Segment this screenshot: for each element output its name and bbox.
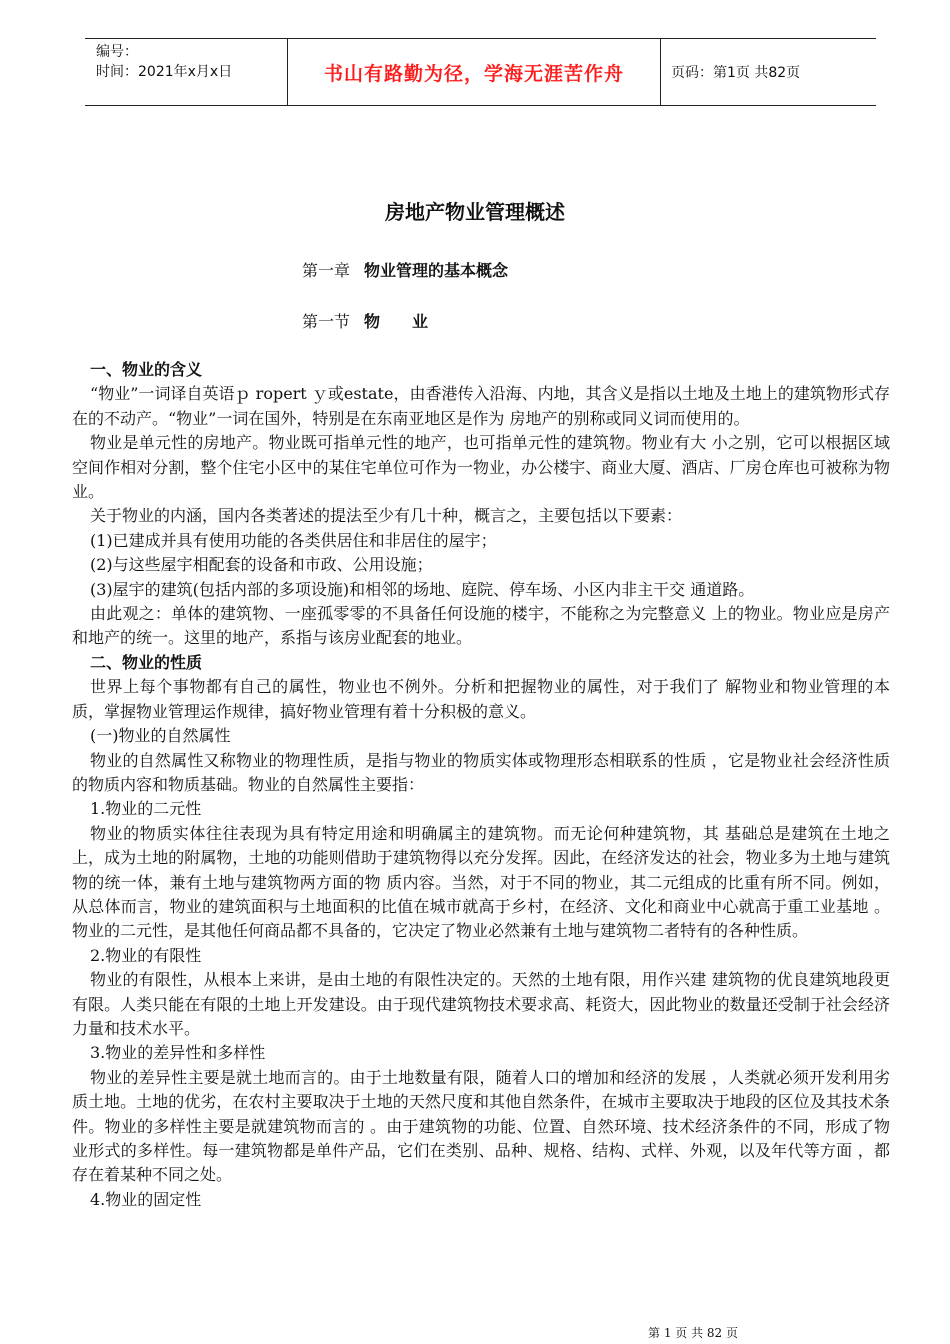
serial-number-label: 编号：: [96, 44, 138, 60]
body-paragraph: 1.物业的二元性: [90, 799, 202, 819]
body-paragraph: 世界上每个事物都有自己的属性，物业也不例外。分析和把握物业的属性，对于我们了 解物业和物业管理的本质，掌握物业管理运作规律，搞好物业管理有着十分积极的意义。: [72, 677, 890, 721]
body-paragraph: (3)屋宇的建筑(包括内部的多项设施)和相邻的场地、庭院、停车场、小区内非主干交 通道路。: [90, 579, 755, 599]
page-info: 页码：第1页 共82页: [671, 65, 801, 81]
section-subheading: 二、物业的性质: [90, 652, 203, 672]
body-paragraph: (2)与这些屋宇相配套的设备和市政、公用设施；: [90, 555, 433, 575]
body-paragraph: 关于物业的内涵，国内各类著述的提法至少有几十种，概言之，主要包括以下要素：: [90, 506, 683, 526]
body-paragraph: 由此观之：单体的建筑物、一座孤零零的不具备任何设施的楼宇，不能称之为完整意义 上的物业。物业应是房产和地产的统一。这里的地产，系指与该房业配套的地业。: [72, 604, 890, 648]
date-label: 时间：2021年x月x日: [96, 64, 233, 80]
body-paragraph: 物业的有限性，从根本上来讲，是由土地的有限性决定的。天然的土地有限，用作兴建 建筑物的优良建筑地段更有限。人类只能在有限的土地上开发建设。由于现代建筑物技术要求高、耗资大，因此物业的数量还受制于社会经济力量和技术水平。: [72, 970, 890, 1038]
body-paragraph: 物业是单元性的房地产。物业既可指单元性的地产，也可指单元性的建筑物。物业有大 小之别，它可以根据区域空间作相对分割，整个住宅小区中的某住宅单位可作为一物业，办公楼宇、商业大厦、酒店、厂房仓库也可被称为物业。: [72, 433, 890, 502]
document-header: [85, 38, 876, 106]
section-label: 第一节: [302, 312, 351, 331]
document-body: [72, 358, 890, 1212]
page-footer: 第 1 页 共 82 页: [648, 1326, 738, 1340]
chapter-label: 第一章: [302, 261, 351, 280]
header-meta-cell: [85, 39, 288, 105]
document-title: 房地产物业管理概述: [385, 200, 565, 224]
section-heading: [302, 309, 428, 332]
section-name: 物 业: [364, 312, 429, 331]
body-paragraph: 物业的物质实体往往表现为具有特定用途和明确属主的建筑物。而无论何种建筑物，其 基础总是建筑在土地之上，成为土地的附属物，土地的功能则借助于建筑物得以充分发挥。因此，在经济发达的社会，物业多为土地与建筑物的统一体，兼有土地与建筑物两方面的物 质内容。当然，对于不同的物业，其二元组成的比重有所不同。例如，从总体而言，物业的建筑面积与土地面积的比值在城市就高于乡村，在经济、文化和商业中心就高于重工业基地 。物业的二元性，是其他任何商品都不具备的，它决定了物业必然兼有土地与建筑物二者特有的各种性质。: [72, 823, 890, 941]
body-paragraph: “物业”一词译自英语ｐ ropert ｙ或estate，由香港传入沿海、内地，其含义是指以土地及土地上的建筑物形式存在的不动产。“物业”一词在国外，特别是在东南亚地区是作为 房地产的别称或同义词而使用的。: [72, 384, 890, 428]
header-page-cell: [661, 39, 876, 105]
chapter-name: 物业管理的基本概念: [364, 261, 509, 280]
body-paragraph: 物业的自然属性又称物业的物理性质，是指与物业的物质实体或物理形态相联系的性质 ，它是物业社会经济性质的物质内容和物质基础。物业的自然属性主要指：: [72, 750, 890, 794]
body-paragraph: 2.物业的有限性: [90, 945, 202, 965]
section-subheading: 一、物业的含义: [90, 360, 203, 379]
body-paragraph: 4.物业的固定性: [90, 1189, 202, 1209]
header-motto-cell: [288, 39, 661, 105]
body-paragraph: (一)物业的自然属性: [90, 726, 231, 746]
body-paragraph: 物业的差异性主要是就土地而言的。由于土地数量有限，随着人口的增加和经济的发展 ，人类就必须开发利用劣质土地。土地的优劣，在农村主要取决于土地的天然尺度和其他自然条件，在城市主要取决于地段的区位及其技术条件。物业的多样性主要是就建筑物而言的 。由于建筑物的功能、位置、自然环境、技术经济条件的不同，形成了物业形式的多样性。每一建筑物都是单件产品，它们在类别、品种、规格、结构、式样、外观，以及年代等方面 ，都存在着某种不同之处。: [72, 1067, 890, 1185]
motto-text: 书山有路勤为径，学海无涯苦作舟: [323, 62, 624, 85]
body-paragraph: (1)已建成并具有使用功能的各类供居住和非居住的屋宇；: [90, 530, 497, 550]
body-paragraph: 3.物业的差异性和多样性: [90, 1043, 266, 1063]
chapter-heading: [302, 258, 508, 281]
